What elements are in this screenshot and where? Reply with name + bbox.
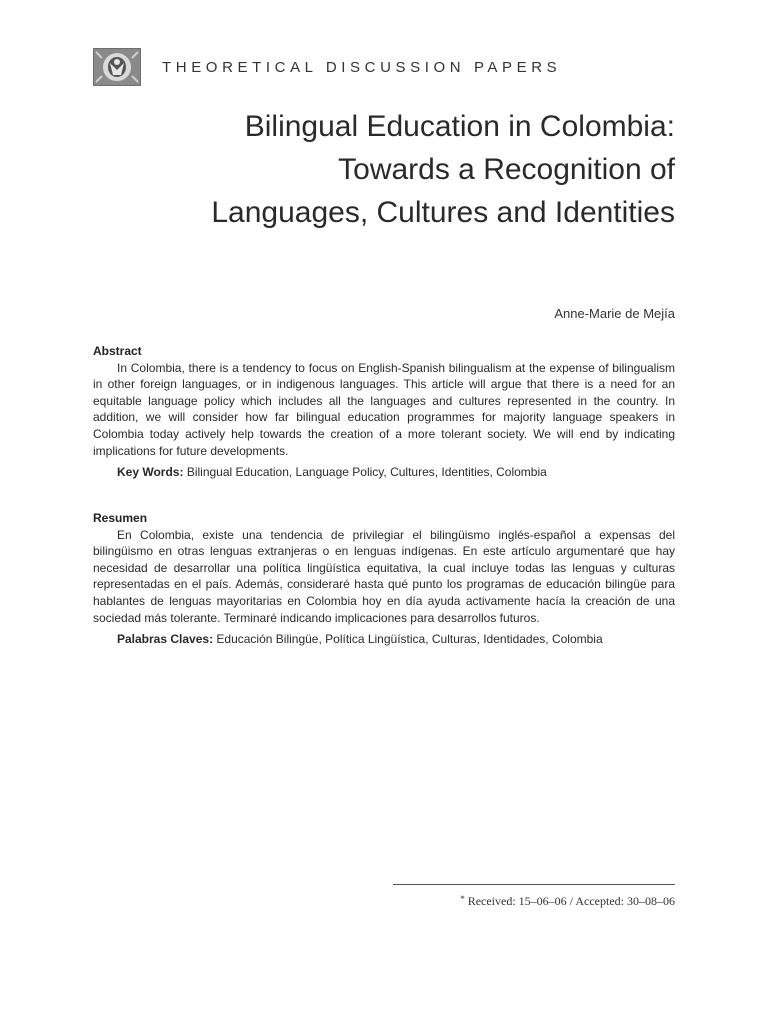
resumen-keywords <box>93 631 675 648</box>
section-label: THEORETICAL DISCUSSION PAPERS <box>162 59 562 76</box>
resumen-heading: Resumen <box>93 511 148 525</box>
title-line: Languages, Cultures and Identities <box>211 196 675 229</box>
palabras-claves-text: Educación Bilingüe, Política Lingüística, Culturas, Identidades, Colombia <box>216 632 603 647</box>
title-line: Bilingual Education in Colombia: <box>244 110 675 143</box>
resumen-section <box>93 510 675 648</box>
footnote-text: Received: 15–06–06 / Accepted: 30–08–06 <box>467 894 675 908</box>
resumen-body: En Colombia, existe una tendencia de privilegiar el bilingüismo inglés-español a expensas del bilingüismo en otras lenguas extranjeras o en lenguas indígenas. En este artículo argumentaré que hay necesidad de desarrollar una política lingüística equitativa, la cual incluye todas las lenguas y culturas representadas en el país. Además, consideraré hasta qué punto los programas de educación bilingüe para hablantes de lenguas mayoritarias en Colombia hoy en día ayuda activamente hacía la creación de una sociedad más tolerante. Terminaré indicando implicaciones para desarrollos futuros. <box>93 527 675 625</box>
author-name: Anne-Marie de Mejía <box>554 306 675 321</box>
footnote-divider <box>393 884 675 885</box>
keywords-text: Bilingual Education, Language Policy, Cultures, Identities, Colombia <box>186 465 547 480</box>
abstract-keywords <box>93 464 675 481</box>
decorative-emblem-icon <box>93 48 141 86</box>
title-line: Towards a Recognition of <box>338 153 675 186</box>
abstract-body: In Colombia, there is a tendency to focus on English-Spanish bilingualism at the expense of bilingualism in other foreign languages, or in indigenous languages. This article will argue that there is a need for an equitable language policy which includes all the languages and cultures represented in the country. In addition, we will consider how far bilingual education programmes for majority language speakers in Colombia today actively help towards the creation of a more tolerant society. We will end by indicating implications for future developments. <box>93 360 675 458</box>
footnote-mark: * <box>460 894 465 904</box>
footnote <box>460 894 675 909</box>
article-title <box>120 105 675 234</box>
abstract-heading: Abstract <box>93 344 142 358</box>
abstract-section <box>93 343 675 481</box>
palabras-claves-label: Palabras Claves: <box>117 632 214 647</box>
keywords-label: Key Words: <box>117 465 184 480</box>
